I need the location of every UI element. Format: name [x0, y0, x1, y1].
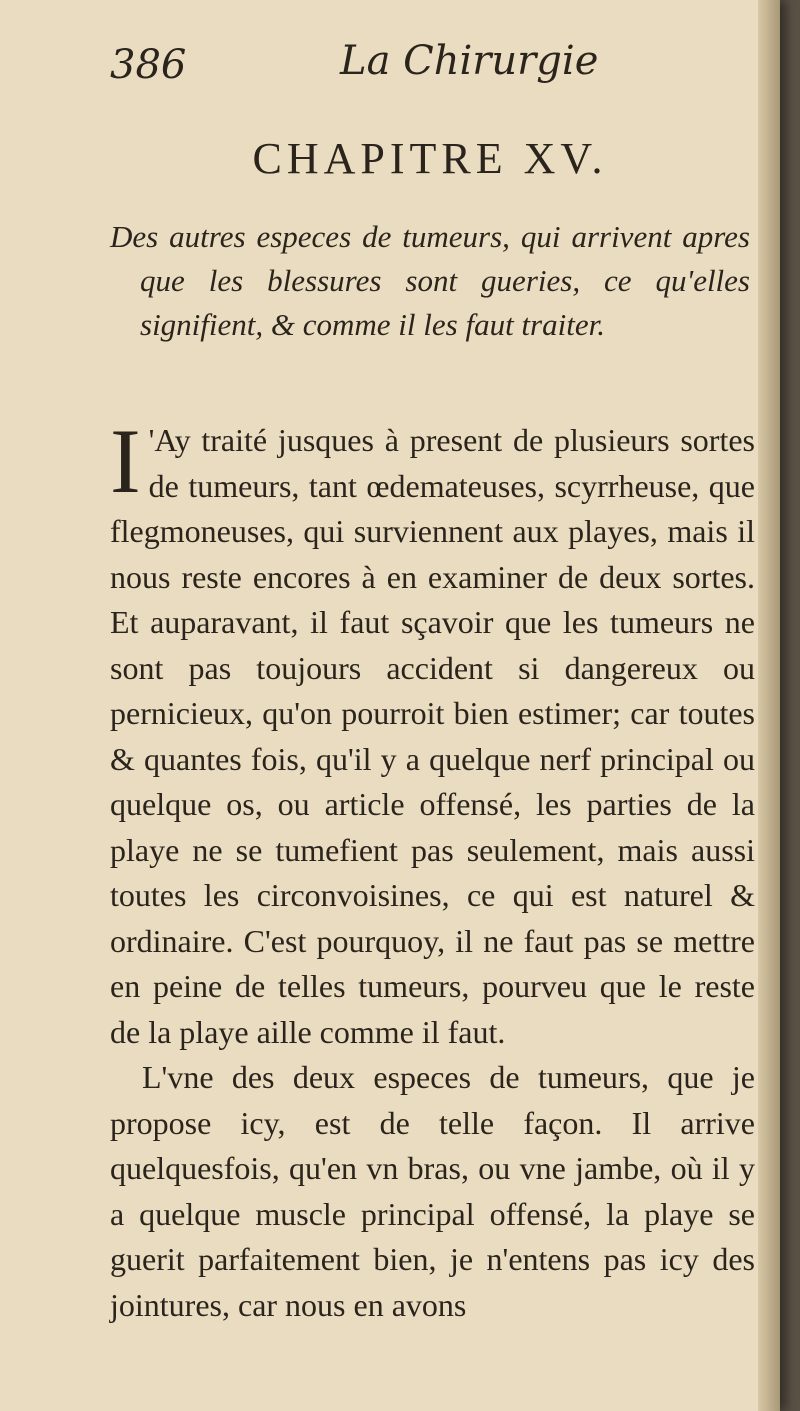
drop-cap: I — [110, 410, 141, 512]
paragraph-1-text: 'Ay traité jusques à present de plusieurs sortes de tumeurs, tant œdemateuses, scyrrheuse, que flegmoneuses, qui surviennent aux playes, mais il nous reste encores à en examiner de deux sortes. Et auparavant, il faut sçavoir que les tumeurs ne sont pas toujours accident si dangereux ou pernicieux, qu'on pourroit bien estimer; car toutes & quantes fois, qu'il y a quelque nerf principal ou quelque os, ou article offensé, les parties de la playe ne se tumefient pas seulement, mais aussi toutes les circonvoisines, ce qui est naturel & ordinaire. C'est pourquoy, il ne faut pas se mettre en peine de telles tumeurs, pourveu que le reste de la playe aille comme il faut. — [110, 422, 755, 1050]
page-number: 386 — [110, 42, 187, 88]
paragraph-2: L'vne des deux especes de tumeurs, que je propose icy, est de telle façon. Il arrive quelquesfois, qu'en vn bras, ou vne jambe, où il y a quelque muscle principal offensé, la playe se guerit parfaitement bien, je n'entens pas icy des jointures, car nous en avons — [110, 1059, 755, 1323]
paragraph-1 — [110, 410, 755, 1055]
body-text — [110, 410, 755, 1328]
page-header — [110, 38, 750, 98]
running-head: La Chirurgie — [340, 38, 599, 84]
page-edge — [758, 0, 780, 1411]
chapter-title: CHAPITRE XV. — [252, 134, 608, 183]
chapter-summary: Des autres especes de tumeurs, qui arrivent apres que les blessures sont gueries, ce qu'elles signifient, & comme il les faut traiter. — [110, 219, 750, 342]
